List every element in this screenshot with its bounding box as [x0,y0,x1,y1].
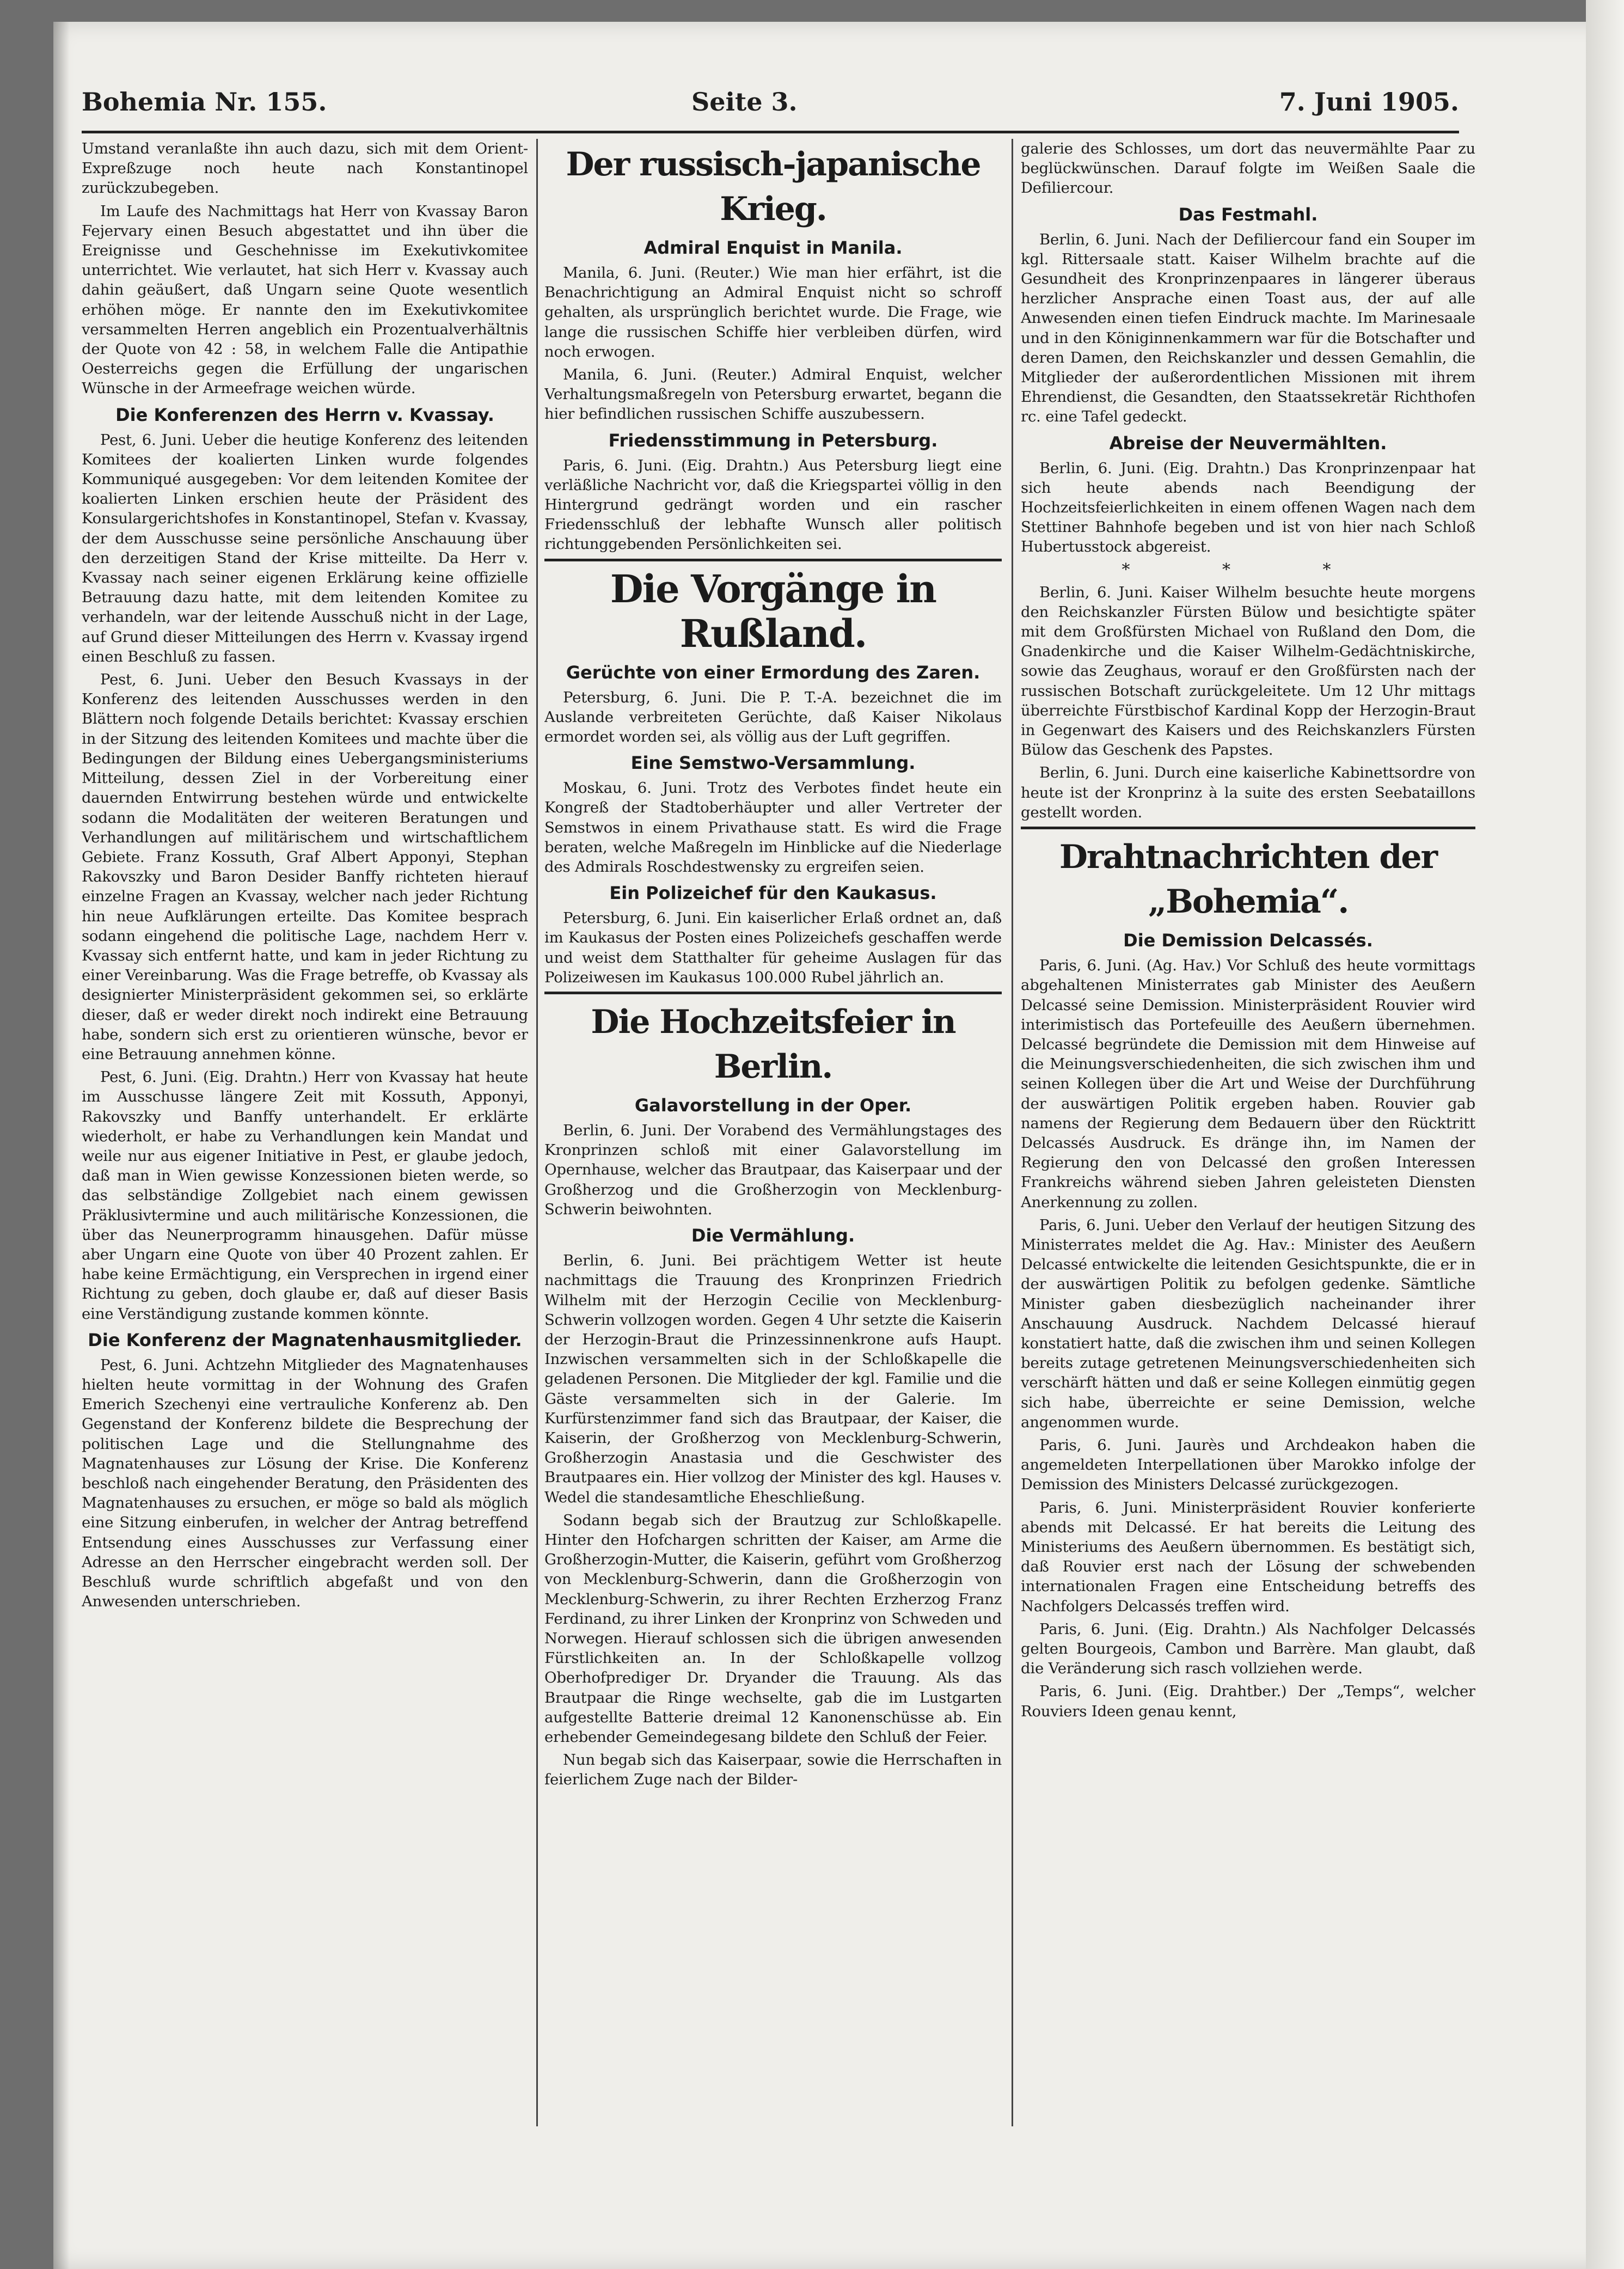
section-heading-semstwo: Eine Semstwo-Versammlung. [630,753,916,774]
header-issue: Bohemia Nr. 155. [82,87,327,117]
article-text: Paris, 6. Juni. (Eig. Drahtn.) Aus Petersburg liegt eine verläßliche Nachricht vor, daß die Kriegspartei völlig in den Hintergrund gedrängt worden und ein rascher Friedensschluß der lebhafte Wunsch aller politisch richtunggebenden Persönlichkeiten sei. [544,456,1002,553]
article-text: Paris, 6. Juni. Jaurès und Archdeakon haben die angemeldeten Interpellationen über Marokko infolge der Demission des Ministers Delcassé zurückgezogen. [1021,1436,1475,1494]
article-text: Berlin, 6. Juni. Nach der Defiliercour fand ein Souper im kgl. Rittersaale statt. Kaiser Wilhelm brachte auf die Gesundheit des Kronprinzenpaares in längerer überaus herzlicher Ansprache einen Toast aus, der auf alle Anwesenden einen tiefen Eindruck machte. Im Marinesaale und in den Königinnenkammern war für die Botschafter und deren Damen, den Reichskanzler und dessen Gemahlin, die Mitglieder der außerordentlichen Missionen mit ihrem Ehrendienst, die Gesandten, den Staatssekretär Richthofen rc. eine Tafel gedeckt. [1021,230,1475,426]
section-heading-polizeichef: Ein Polizeichef für den Kaukasus. [609,883,937,904]
section-heading-vermaehlung: Die Vermählung. [691,1225,855,1246]
page-shadow [53,22,70,2269]
article-text: Paris, 6. Juni. (Eig. Drahtn.) Als Nachfolger Delcassés gelten Bourgeois, Cambon und Barrère. Man glaubt, daß die Veränderung sich rasch vollziehen werde. [1021,1620,1475,1678]
article-text: Pest, 6. Juni. Achtzehn Mitglieder des Magnatenhauses hielten heute vormittag in der Wohnung des Grafen Emerich Szechenyi eine vertrauliche Konferenz ab. Den Gegenstand der Konferenz bildete die Besprechung der politischen Lage und die Stellungnahme des Magnatenhauses zur Lösung der Krise. Die Konferenz beschloß nach eingehender Beratung, den Präsidenten des Magnatenhauses zu ersuchen, er möge so bald als möglich eine Sitzung einberufen, in welcher der Antrag betreffend Entsendung eines Ausschusses zur Verfassung einer Adresse an den Herrscher eingebracht werden soll. Der Beschluß wurde schriftlich abgefaßt und von den Anwesenden unterschrieben. [82,1356,528,1611]
article-text: Berlin, 6. Juni. Durch eine kaiserliche Kabinettsordre von heute ist der Kronprinz à la suite des ersten Seebataillons gestellt worden. [1021,764,1475,821]
column-1 [82,139,528,2126]
page-header [82,87,1459,131]
article-text: Berlin, 6. Juni. (Eig. Drahtn.) Das Kronprinzenpaar hat sich heute abends nach Beendigung der Hochzeitsfeierlichkeiten in einem offenen Wagen nach dem Stettiner Bahnhofe begeben und ist von hier nach Schloß Hubertusstock abgereist. [1021,459,1475,556]
article-text: Berlin, 6. Juni. Der Vorabend des Vermählungstages des Kronprinzen schloß mit einer Galavorstellung im Opernhause, welcher das Brautpaar, das Kaiserpaar und der Großherzog und die Großherzogin von Mecklenburg-Schwerin beiwohnten. [544,1122,1002,1218]
section-rule [544,559,1002,561]
column-2 [544,139,1002,2126]
article-text: Pest, 6. Juni. Ueber die heutige Konferenz des leitenden Komitees der koalierten Linken wurde folgendes Kommuniqué ausgegeben: Vor dem leitenden Komitee der koalierten Linken erschien heute der Präsident des Konsulargerichtshofes in Konstantinopel, Stefan v. Kvassay, der dem Ausschusse seine persönliche Anschauung über den derzeitigen Stand der Krise mitteilte. Da Herr v. Kvassay nach seiner eigenen Erklärung keine offizielle Betrauung dazu hatte, mit dem leitenden Komitee zu verhandeln, war der leitende Ausschuß nicht in der Lage, auf Grund dieser Mitteilungen des Herrn v. Kvassay irgend einen Beschluß zu fassen. [82,431,528,665]
section-heading-delcasse: Die Demission Delcassés. [1123,930,1373,951]
article-text: Nun begab sich das Kaiserpaar, sowie die Herrschaften in feierlichem Zuge nach der Bilder- [544,1751,1002,1789]
headline-krieg: Der russisch-japanische Krieg. [566,145,980,228]
section-rule [544,992,1002,994]
page-edge [1586,0,1624,2269]
article-text: Berlin, 6. Juni. Kaiser Wilhelm besuchte heute morgens den Reichskanzler Fürsten Bülow und besichtigte später mit dem Großfürsten Michael von Rußland den Dom, die Gnadenkirche und die Kaiser Wilhelm-Gedächtniskirche, sowie das Zeughaus, worauf er den Großfürsten nach der russischen Botschaft zurückgeleitete. Um 12 Uhr mittags überreichte Fürstbischof Kardinal Kopp der Herzogin-Braut in Gegenwart des Kaisers und des Reichskanzlers Fürsten Bülow das Geschenk des Papstes. [1021,583,1475,759]
section-heading-geruechte: Gerüchte von einer Ermordung des Zaren. [566,662,980,683]
article-text: Umstand veranlaßte ihn auch dazu, sich mit dem Orient-Expreßzuge noch heute nach Konstantinopel zurückzubegeben. [82,140,528,197]
article-text: Pest, 6. Juni. (Eig. Drahtn.) Herr von Kvassay hat heute im Ausschusse längere Zeit mit Kossuth, Apponyi, Rakovszky und Banffy unterhandelt. Er erklärte wiederholt, er habe zu Verhandlungen kein Mandat und weile nur aus eigener Initiative in Pest, er glaube jedoch, daß man in Wien gewisse Konzessionen bieten werde, so das selbständige Zollgebiet nach einem gewissen Präklusivtermine und auch militärische Konzessionen, die über das Neunerprogramm hinausgehen. Dafür müsse aber Ungarn eine Quote von über 40 Prozent zahlen. Er habe keine Ermächtigung, ein Versprechen in irgend einer Richtung zu geben, doch glaube er, daß auf dieser Basis eine Verständigung zustande kommen könnte. [82,1068,528,1323]
header-page-number: Seite 3. [691,87,798,117]
headline-hochzeit: Die Hochzeitsfeier in Berlin. [591,1003,955,1086]
headline-russland: Die Vorgänge in Rußland. [610,566,936,656]
separator-stars: * * * [1122,560,1375,579]
article-text: Petersburg, 6. Juni. Ein kaiserlicher Erlaß ordnet an, daß im Kaukasus der Posten eines Polizeichefs geschaffen werde und weist dem Statthalter für geheime Auslagen für das Polizeiwesen im Kaukasus 100.000 Rubel jährlich an. [544,909,1002,986]
section-heading-gala: Galavorstellung in der Oper. [634,1095,912,1116]
section-heading-konferenzen: Die Konferenzen des Herrn v. Kvassay. [115,404,494,425]
section-heading-magnaten: Die Konferenz der Magnatenhausmitglieder. [88,1329,522,1350]
section-heading-friedensstimmung: Friedensstimmung in Petersburg. [608,430,938,451]
article-text: Petersburg, 6. Juni. Die P. T.-A. bezeichnet die im Auslande verbreiteten Gerüchte, daß Kaiser Nikolaus ermordet worden sei, als völlig aus der Luft gegriffen. [544,688,1002,746]
article-text: Paris, 6. Juni. Ueber den Verlauf der heutigen Sitzung des Ministerrates meldet die Ag. Hav.: Minister des Aeußern Delcassé entwickelte die leitenden Gesichtspunkte, die er in der auswärtigen Politik zu befolgen gedenke. Sämtliche Minister gaben diesbezüglich nacheinander ihrer Anschauung Ausdruck. Nachdem Delcassé hierauf konstatiert hatte, daß die zwischen ihm und seinen Kollegen bereits zutage getretenen Meinungsverschiedenheiten sich verschärft hätten und daß er seine Kollegen einmütig gegen sich habe, überreichte er seine Demission, welche angenommen wurde. [1021,1216,1475,1431]
article-text: Im Laufe des Nachmittags hat Herr von Kvassay Baron Fejervary einen Besuch abgestattet und ihn über die Ereignisse und Geschehnisse im Exekutivkomitee unterrichtet. Wie verlautet, hat sich Herr v. Kvassay auch dahin geäußert, daß Ungarn seine Quote wesentlich erhöhen möge. Er nannte den im Exekutivkomitee versammelten Herren angeblich ein Prozentualverhältnis der Quote von 42 : 58, in welchem Falle die Antipathie Oesterreichs gegen die Erfüllung der ungarischen Wünsche in der Armeefrage weichen würde. [82,202,528,397]
section-rule [1021,827,1475,829]
article-text: Sodann begab sich der Brautzug zur Schloßkapelle. Hinter den Hofchargen schritten der Kaiser, am Arme die Großherzogin-Mutter, die Kaiserin, geführt vom Großherzog von Mecklenburg-Schwerin, dann die Großherzogin von Mecklenburg-Schwerin, zu ihrer Rechten Erzherzog Franz Ferdinand, zu ihrer Linken der Kronprinz von Schweden und Norwegen. Hierauf schlossen sich die übrigen anwesenden Fürstlichkeiten an. In der Schloßkapelle vollzog Oberhofprediger Dr. Dryander die Trauung. Als das Brautpaar die Ringe wechselte, gab die im Lustgarten aufgestellte Batterie dreimal 12 Kanonenschüsse ab. Ein erhebender Gemeindegesang bildete den Schluß der Feier. [544,1511,1002,1746]
article-text: galerie des Schlosses, um dort das neuvermählte Paar zu beglückwünschen. Darauf folgte im Weißen Saale die Defiliercour. [1021,140,1475,197]
article-text: Manila, 6. Juni. (Reuter.) Wie man hier erfährt, ist die Benachrichtigung an Admiral Enquist nicht so schroff gehalten, als ursprünglich berichtet wurde. Die Frage, wie lange die russischen Schiffe hier verbleiben dürfen, wird noch erwogen. [544,264,1002,360]
article-text: Manila, 6. Juni. (Reuter.) Admiral Enquist, welcher Verhaltungsmaßregeln von Petersburg erwartet, begann die hier befindlichen russischen Schiffe auszubessern. [544,366,1002,423]
article-text: Berlin, 6. Juni. Bei prächtigem Wetter ist heute nachmittags die Trauung des Kronprinzen Friedrich Wilhelm mit der Herzogin Cecilie von Mecklenburg-Schwerin vollzogen worden. Gegen 4 Uhr setzte die Kaiserin der Herzogin-Braut die Prinzessinnenkrone aufs Haupt. Inzwischen versammelten sich in der Schloßkapelle die geladenen Personen. Die Mitglieder der kgl. Familie und die Gäste versammelten sich in der Galerie. Im Kurfürstenzimmer fand sich das Brautpaar, der Kaiser, die Kaiserin, der Großherzog von Mecklenburg-Schwerin, Großherzogin Anastasia und die Geschwister des Brautpaares ein. Hier vollzog der Minister des kgl. Hauses v. Wedel die standesamtliche Eheschließung. [544,1252,1002,1506]
column-divider-2 [1012,139,1013,2126]
column-divider-1 [536,139,538,2126]
header-date: 7. Juni 1905. [1279,87,1459,117]
headline-drahtnachrichten: Drahtnachrichten der „Bohemia“. [1059,838,1437,921]
article-text: Paris, 6. Juni. (Ag. Hav.) Vor Schluß des heute vormittags abgehaltenen Ministerrates gab Minister des Aeußern Delcassé seine Demission. Ministerpräsident Rouvier wird interimistisch das Portefeuille des Aeußern übernehmen. Delcassé begründete die Demission mit dem Hinweise auf die Meinungsverschiedenheiten, die sich zwischen ihm und seinen Kollegen über die Art und Weise der Durchführung der auswärtigen Politik ergeben haben. Rouvier gab namens der Regierung dem Bedauern über den Rücktritt Delcassés Ausdruck. Es dränge ihn, im Namen der Regierung den von Delcassé den großen Interessen Frankreichs während sieben Jahren geleisteten Diensten Anerkennung zu zollen. [1021,957,1475,1211]
column-3 [1021,139,1475,2126]
article-text: Pest, 6. Juni. Ueber den Besuch Kvassays in der Konferenz des leitenden Ausschusses werden in den Blättern noch folgende Details berichtet: Kvassay erschien in der Sitzung des leitenden Komitees und machte über die Bedingungen der Bildung eines Uebergangsministeriums Mitteilung, dessen Ziel in der Vorbereitung einer dauernden Entwirrung bestehen würde und entwickelte sodann die Modalitäten der weiteren Beratungen und Verhandlungen auf militärischem und wirtschaftlichem Gebiete. Franz Kossuth, Graf Albert Apponyi, Stephan Rakovszky und Baron Desider Banffy richteten hierauf einzelne Fragen an Kvassay, welcher nach jeder Richtung hin neue Aufklärungen erteilte. Das Komitee besprach sodann eingehend die politische Lage, nachdem Herr v. Kvassay sich entfernt hatte, und kam in jeder Richtung zu einer Vereinbarung. Was die Frage betreffe, ob Kvassay als designierter Ministerpräsident gekommen sei, so erklärte dieser, daß er weder direkt noch indirekt eine Betrauung habe, sondern sich erst zu orientieren wünsche, bevor er eine Betrauung annehmen könne. [82,671,528,1063]
article-text: Moskau, 6. Juni. Trotz des Verbotes findet heute ein Kongreß der Stadtoberhäupter und aller Vertreter der Semstwos in einem Privathause statt. Es wird die Frage beraten, welche Maßregeln im Hinblicke auf die Niederlage des Admirals Roschdestwensky zu ergreifen seien. [544,779,1002,876]
section-heading-abreise: Abreise der Neuvermählten. [1109,432,1387,454]
header-rule [82,131,1459,133]
section-heading-enquist: Admiral Enquist in Manila. [644,237,903,258]
section-heading-festmahl: Das Festmahl. [1178,204,1318,225]
article-text: Paris, 6. Juni. Ministerpräsident Rouvier konferierte abends mit Delcassé. Er hat bereits die Leitung des Ministeriums des Aeußern übernommen. Es bestätigt sich, daß Rouvier erst nach der Lösung der schwebenden internationalen Fragen eine Entscheidung betreffs des Nachfolgers Delcassés treffen wird. [1021,1499,1475,1615]
article-text: Paris, 6. Juni. (Eig. Drahtber.) Der „Temps“, welcher Rouviers Ideen genau kennt, [1021,1683,1475,1720]
